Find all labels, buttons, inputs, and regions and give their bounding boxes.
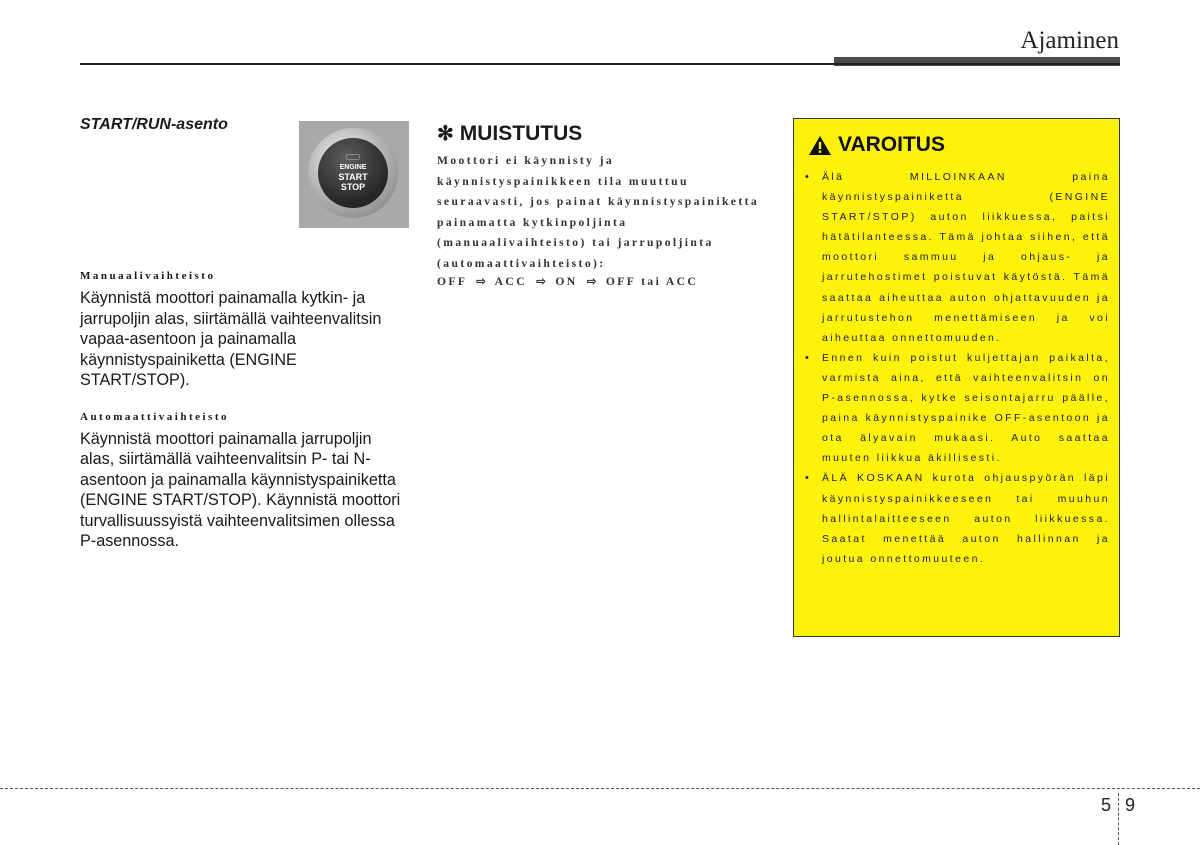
- page-number: 9: [1125, 795, 1136, 815]
- manual-transmission-text: Käynnistä moottori painamalla kytkin- ja jarrupoljin alas, siirtämällä vaihteenvalitsin vapaa-asentoon ja painamalla käynnistyspainiketta (ENGINE START/STOP).: [80, 289, 382, 389]
- automatic-transmission-heading: Automaattivaihteisto: [80, 410, 229, 423]
- warning-item: [804, 167, 1110, 348]
- arrow-right-icon: ⇨: [476, 275, 486, 288]
- warning-list: [804, 167, 1110, 569]
- page-section-title: Ajaminen: [1020, 27, 1119, 54]
- engine-start-button-photo: [299, 121, 409, 228]
- warning-item: [804, 348, 1110, 469]
- button-label-stop: STOP: [340, 182, 366, 192]
- note-column: [437, 121, 767, 288]
- header-rule: [80, 63, 1120, 65]
- warning-triangle-icon: [808, 135, 832, 156]
- chapter-number: 5: [1101, 795, 1112, 815]
- state-off-or-acc: OFF tai ACC: [605, 275, 699, 288]
- note-asterisk-icon: ✻: [437, 123, 454, 145]
- button-label-engine: ENGINE: [339, 164, 367, 171]
- bullet-icon: •: [805, 171, 809, 183]
- footer-dashed-rule: [0, 788, 1200, 789]
- warning-heading: [808, 133, 945, 157]
- arrow-right-icon: ⇨: [536, 275, 547, 288]
- note-heading: [437, 121, 767, 146]
- warning-item-text: ÄLÄ KOSKAAN kurota ohjauspyörän läpi käynnistyspainikkeeseen tai muuhun hallintalaitteeseen auton liikkuessa. Saatat menettää auton hallinnan ja joutua onnettomuuteen.: [822, 472, 1110, 565]
- state-acc: ACC: [494, 275, 527, 288]
- warning-title: VAROITUS: [838, 133, 945, 156]
- start-run-heading: START/RUN-asento: [80, 116, 228, 133]
- indicator-lamp-icon: [346, 154, 360, 160]
- warning-item-text: Älä MILLOINKAAN paina käynnistyspainiketta (ENGINE START/STOP) auton liikkuessa, paitsi hätätilanteessa. Tämä johtaa siihen, että moottori sammuu ja ohjaus- ja jarrutehostimet poistuvat käytöstä. Tämä saattaa aiheuttaa auton ohjattavuuden ja jarrutustehon menettämiseen ja voi aiheuttaa onnettomuuden.: [822, 171, 1110, 344]
- arrow-right-icon: ⇨: [586, 275, 597, 288]
- page-number-divider: [1118, 793, 1119, 845]
- bullet-icon: •: [805, 472, 809, 485]
- note-title: MUISTUTUS: [459, 121, 583, 145]
- note-text: Moottori ei käynnisty ja käynnistyspainikkeen tila muuttuu seuraavasti, jos painat käynnistyspainiketta painamatta kytkinpoljinta (manuaalivaihteisto) tai jarrupoljinta (automaattivaihteisto):: [437, 154, 760, 270]
- warning-item: [804, 468, 1110, 568]
- state-off: OFF: [437, 275, 467, 288]
- state-sequence: [437, 274, 767, 288]
- warning-box: [793, 118, 1120, 637]
- warning-item-text: Ennen kuin poistut kuljettajan paikalta, varmista aina, että vaihteenvalitsin on P-asennossa, kytke seisontajarru päälle, paina käynnistyspainike OFF-asentoon ja ota älyavain mukaasi. Auto saattaa muuten liikkua äkillisesti.: [822, 351, 1110, 465]
- automatic-transmission-text: Käynnistä moottori painamalla jarrupoljin alas, siirtämällä vaihteenvalitsin P- tai N-asentoon ja painamalla käynnistyspainiketta (ENGINE START/STOP). Käynnistä moottori turvallisuussyistä vaihteenvalitsimen ollessa P-asennossa.: [80, 429, 401, 550]
- engine-start-button-bezel: [308, 128, 398, 218]
- manual-transmission-heading: Manuaalivaihteisto: [80, 270, 216, 282]
- button-label-start: START: [338, 172, 368, 182]
- state-on: ON: [555, 275, 578, 288]
- engine-start-button-face: [318, 138, 388, 208]
- bullet-icon: •: [805, 351, 809, 364]
